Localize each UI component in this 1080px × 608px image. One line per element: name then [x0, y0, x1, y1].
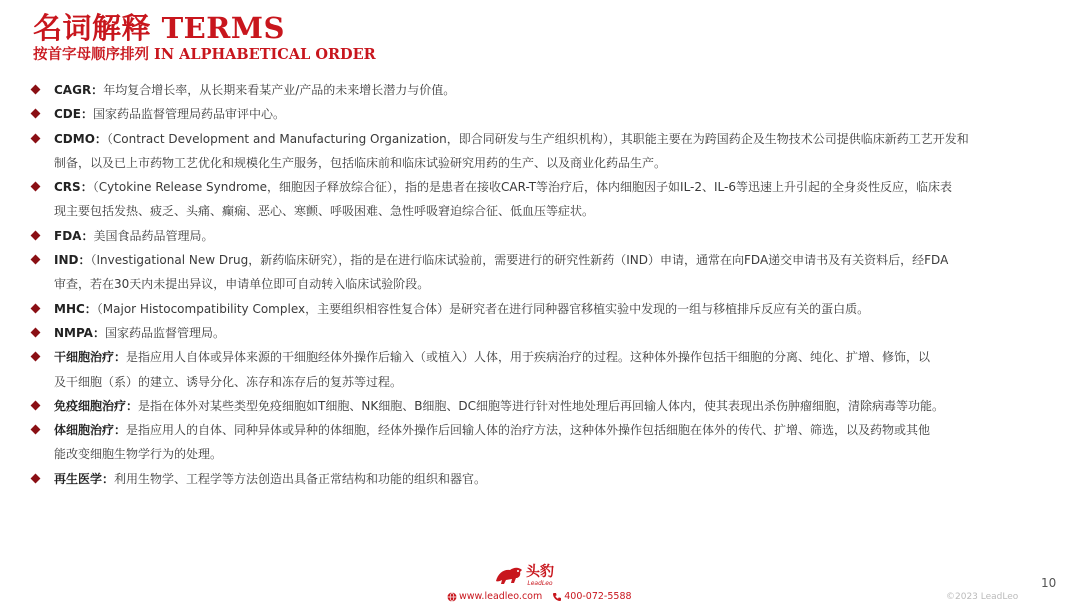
term-definition: （Contract Development and Manufacturing Organization，即合同研发与生产组织机构），其职能主要在为跨国药企及生物技术公司提供临床新药工艺开发和 [106, 131, 969, 146]
term-definition: 审查，若在30天内未提出异议，申请单位即可自动转入临床试验阶段。 [54, 277, 430, 292]
globe-icon [447, 592, 457, 602]
term-name: CDMO： [54, 131, 107, 146]
term-item [32, 394, 1062, 418]
leopard-logo-icon [494, 563, 524, 587]
term-definition: （Investigational New Drug，新药临床研究），指的是在进行临床试验前，需要进行的研究性新药（IND）申请，通常在向FDA递交申请书及有关资料后，经FDA [90, 253, 949, 268]
brand-name-en: LeadLeo [527, 579, 553, 587]
term-item [32, 102, 1062, 126]
terms-list [32, 78, 1062, 491]
term-definition: 能改变细胞生物学行为的处理。 [54, 447, 223, 462]
term-definition: 利用生物学、工程学等方法创造出具备正常结构和功能的组织和器官。 [114, 471, 487, 486]
diamond-bullet-icon [31, 133, 41, 143]
term-item [32, 127, 1062, 176]
term-name: MHC： [54, 301, 97, 316]
term-name: CAGR： [54, 83, 104, 97]
term-definition: 是指应用人自体或异体来源的干细胞经体外操作后输入（或植入）人体，用于疾病治疗的过程。这种体外操作包括干细胞的分离、纯化、扩增、修饰，以 [126, 350, 931, 365]
page-subtitle: 按首字母顺序排列 IN ALPHABETICAL ORDER [33, 46, 376, 63]
term-name: CDE： [54, 107, 93, 122]
term-definition: （Major Histocompatibility Complex，主要组织相容性复合体）是研究者在进行同种器官移植实验中发现的一组与移植排斥反应有关的蛋白质。 [96, 301, 870, 316]
phone-number: 400-072-5588 [564, 591, 632, 602]
diamond-bullet-icon [31, 85, 41, 95]
diamond-bullet-icon [31, 109, 41, 119]
diamond-bullet-icon [31, 230, 41, 240]
phone-icon [552, 592, 562, 602]
diamond-bullet-icon [31, 255, 41, 265]
diamond-bullet-icon [31, 473, 41, 483]
term-item [32, 78, 1062, 102]
term-name: 体细胞治疗： [54, 423, 127, 438]
term-name: NMPA： [54, 325, 105, 340]
diamond-bullet-icon [31, 400, 41, 410]
term-name: CRS： [54, 180, 93, 195]
term-name: IND： [54, 253, 91, 268]
term-item [32, 248, 1062, 297]
page-number: 10 [1041, 576, 1057, 590]
term-definition: 国家药品监督管理局药品审评中心。 [92, 107, 285, 122]
website-link[interactable]: www.leadleo.com [459, 591, 543, 602]
term-definition: 是指应用人的自体、同种异体或异种的体细胞，经体外操作后回输人体的治疗方法，这种体外操作包括细胞在体外的传代、扩增、筛选，以及药物或其他 [126, 423, 931, 438]
term-definition: 制备，以及已上市药物工艺优化和规模化生产服务，包括临床前和临床试验研究用药的生产、以及商业化药品生产。 [54, 155, 667, 170]
term-definition: 年均复合增长率，从长期来看某产业/产品的未来增长潜力与价值。 [103, 83, 456, 97]
term-definition: 现主要包括发热、疲乏、头痛、癫痫、恶心、寒颤、呼吸困难、急性呼吸窘迫综合征、低血压等症状。 [54, 204, 595, 219]
term-name: 免疫细胞治疗： [54, 398, 139, 413]
slide-header [33, 10, 376, 64]
term-name: 干细胞治疗： [54, 350, 127, 365]
term-definition: 美国食品药品管理局。 [93, 228, 214, 243]
copyright-notice: ©2023 LeadLeo [946, 592, 1019, 602]
diamond-bullet-icon [31, 303, 41, 313]
term-definition: （Cytokine Release Syndrome，细胞因子释放综合征），指的是患者在接收CAR-T等治疗后，体内细胞因子如IL-2、IL-6等迅速上升引起的全身炎性反应，临床表 [92, 180, 953, 195]
page-title: 名词解释 TERMS [33, 11, 285, 45]
term-item [32, 297, 1062, 321]
diamond-bullet-icon [31, 182, 41, 192]
diamond-bullet-icon [31, 425, 41, 435]
term-definition: 国家药品监督管理局。 [104, 325, 225, 340]
term-name: 再生医学： [54, 471, 115, 486]
term-definition: 是指在体外对某些类型免疫细胞如T细胞、NK细胞、B细胞、DC细胞等进行针对性地处理后再回输人体内，使其表现出杀伤肿瘤细胞，清除病毒等功能。 [138, 398, 945, 413]
term-item [32, 418, 1062, 467]
term-item [32, 467, 1062, 491]
brand-logo [494, 563, 554, 587]
diamond-bullet-icon [31, 328, 41, 338]
term-item [32, 224, 1062, 248]
term-item [32, 175, 1062, 224]
diamond-bullet-icon [31, 352, 41, 362]
term-item [32, 321, 1062, 345]
footer-contact [447, 591, 632, 602]
term-item [32, 345, 1062, 394]
term-definition: 及干细胞（系）的建立、诱导分化、冻存和冻存后的复苏等过程。 [54, 374, 403, 389]
brand-name-cn: 头豹 [526, 563, 554, 580]
term-name: FDA： [54, 228, 94, 243]
